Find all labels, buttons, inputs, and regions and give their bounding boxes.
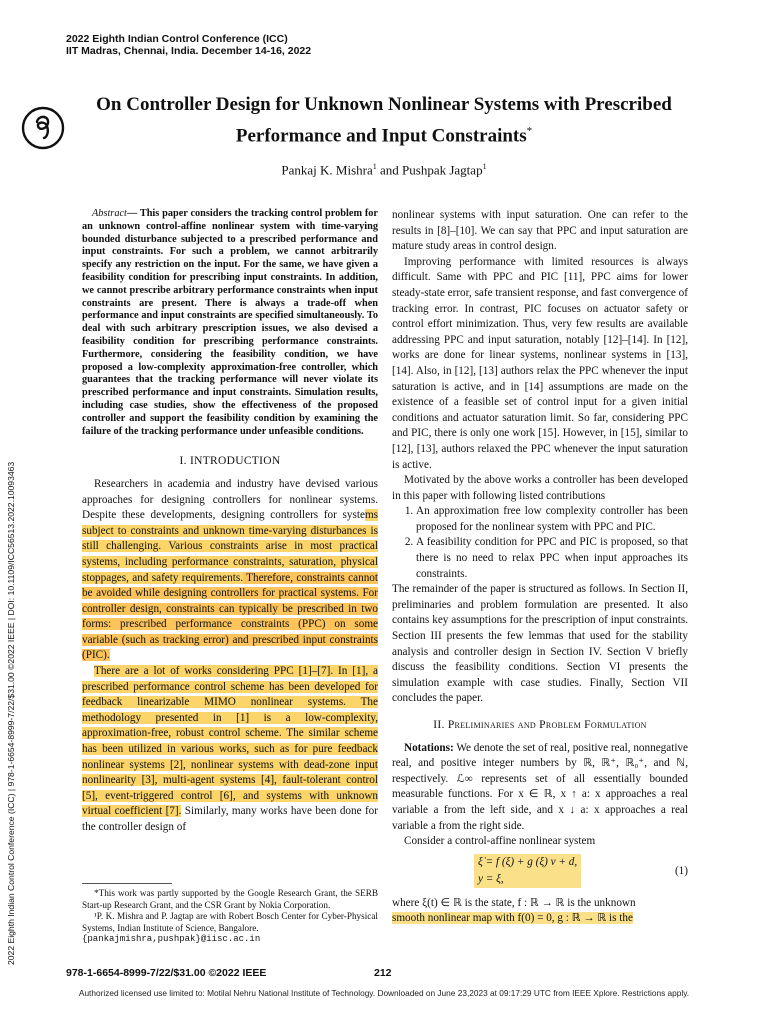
author-and: and <box>376 162 403 178</box>
conference-name: 2022 Eighth Indian Control Conference (ICC) <box>66 33 288 45</box>
conference-location: IIT Madras, Chennai, India. December 14-16, 2022 <box>66 45 312 57</box>
author-2: Pushpak Jagtap <box>402 162 483 178</box>
contribution-item-2: 2. A feasibility condition for PPC and PIC is proposed, so that there is no need to relax PPC when input approaches its constraints. <box>416 535 688 582</box>
where-line-2-text: smooth nonlinear map with f(0) = 0, g : ℝ → ℝ is the <box>392 912 633 925</box>
title-mark: * <box>526 125 533 137</box>
equation-1-body <box>474 854 581 888</box>
notations-paragraph <box>392 741 688 835</box>
contributions-list <box>392 504 688 582</box>
footnote-email: {pankajmishra,pushpak}@iisc.ac.in <box>82 934 261 944</box>
author-1-affiliation: 1 <box>372 162 377 171</box>
abstract <box>82 208 378 438</box>
intro-p2-plain: Similarly, many works have been done for the controller design of <box>82 805 378 833</box>
where-line-1: where ξ(t) ∈ ℝ is the state, f : ℝ → ℝ is the unknown <box>392 896 636 909</box>
right-column <box>392 208 688 927</box>
section-heading-introduction: I. INTRODUCTION <box>179 455 281 468</box>
where-line-2 <box>392 911 688 927</box>
equation-1-line-2: y = ξ, <box>478 872 504 885</box>
title-line-1: On Controller Design for Unknown Nonlinear Systems with Prescribed <box>96 94 672 115</box>
left-column <box>82 208 378 836</box>
equation-1-number: (1) <box>674 864 688 877</box>
right-paragraph-1: Improving performance with limited resources is always difficult. Same with PPC and PIC [11], PPC aims for lower steady-state error, safe transient response, and fast convergence of tracking error. In contrast, PIC focuses on actuator safety or control effort minimization. Thus, very few results are available addressing PPC and input saturation, notably [12]–[14]. In [12], works are done for linear systems, nonlinear systems in [13], [14]. Also, in [12], [13] authors relax the PPC whenever the input saturation is active, and in [14] assumptions are made on the existence of a feasible set of control input for a given initial conditions and actuator saturation limit. So far, considering PPC and PIC, there is only one work [15]. However, in [15], similar to [12], [13], authors relaxed the PPC whenever the input saturation is active. <box>392 255 688 471</box>
conference-header <box>66 33 311 57</box>
intro-p2-highlight: There are a lot of works considering PPC [1]–[7]. In [1], a prescribed performance control scheme has been developed for feedback linearizable MIMO nonlinear systems. The methodology presented in [1] is a low-complexity, approximation-free, robust control scheme. The similar scheme has been utilized in various works, such as for pure feedback nonlinear systems [2], nonlinear systems with dead-zone input nonlinearity [3], multi-agent systems [4], fault-tolerant control [5], event-triggered control [6], and systems with unknown virtual coefficient [7]. <box>82 665 378 818</box>
title-line-2: Performance and Input Constraints <box>235 125 527 147</box>
contribution-item-1: 1. An approximation free low complexity controller has been proposed for the nonlinear system with PPC and PIC. <box>416 504 688 535</box>
intro-p1-highlight-b: Therefore, constraints cannot be avoided while designing controllers for practical systems. For controller design, constraints can typically be prescribed in two forms: prescribed performance constraints (PPC) on some variable (such as tracking error) and prescribed input constraints (PIC). <box>82 571 378 662</box>
authorized-notice: Authorized licensed use limited to: Motilal Nehru National Institute of Technology. Downloaded on June 23,2023 at 09:17:29 UTC from IEEE Xplore. Restrictions apply. <box>78 988 690 998</box>
author-1: Pankaj K. Mishra <box>281 162 373 178</box>
sidebar-doi-text: 2022 Eighth Indian Control Conference (ICC) | 978-1-6654-8999-7/22/$31.00 ©2022 IEEE | DOI: 10.1109/ICC56513.2022.10093463 <box>6 461 16 965</box>
author-line <box>0 162 768 178</box>
intro-p1-plain: Researchers in academia and industry have devised various approaches for designing controllers for nonlinear systems. Despite these developments, designing controllers for syste <box>82 477 378 522</box>
section-heading-preliminaries: II. Preliminaries and Problem Formulation <box>433 719 647 731</box>
intro-paragraph-1 <box>82 477 378 664</box>
footer-isbn: 978-1-6654-8999-7/22/$31.00 ©2022 IEEE <box>66 967 267 979</box>
right-paragraph-3: The remainder of the paper is structured as follows. In Section II, preliminaries and problem formulation are presented. It also contains key assumptions for the prescription of input constraints. Section III presents the few lemmas that used for the stability analysis and controller design in Section IV. Section V briefly discuss the feasibility conditions. Section VI presents the simulation example with case studies. Finally, Section VII concludes the paper. <box>392 583 688 705</box>
footnote-funding: *This work was partly supported by the Google Research Grant, the SERB Start-up Research Grant, and the CSR Grant by Nokia Corporation. <box>82 888 378 910</box>
abstract-text: — This paper considers the tracking control problem for an unknown control-affine nonlinear system with time-varying bounded disturbance subjected to a prescribed performance and input constraints. For such a problem, we cannot arbitrarily specify any restriction on the input. For the same, we have given a feasibility condition for prescribing input constraints. In addition, we cannot prescribe arbitrary performance constraints when input constraints are present. There is always a trade-off when performance and input constraints are specified simultaneously. To deal with such arbitrary prescription issues, we also devised a feasibility condition for prescribing performance constraints. Furthermore, considering the feasibility condition, we have proposed a low-complexity approximation-free controller, which guarantees that the tracking performance will never violate its prescribed performance and input constraints. Simulation results, including case studies, show the effectiveness of the proposed controller and support the feasibility condition by examining the failure of the tracking performance under unfeasible conditions. <box>82 208 378 437</box>
equation-1-line-1: ξ̇ = f (ξ) + g (ξ) v + d, <box>478 855 578 868</box>
equation-1 <box>392 854 688 892</box>
footnote-affiliation: ¹P. K. Mishra and P. Jagtap are with Robert Bosch Center for Cyber-Physical Systems, Indian Institute of Science, Bangalore. <box>82 911 378 933</box>
paper-title <box>60 92 708 149</box>
system-intro: Consider a control-affine nonlinear system <box>404 835 596 848</box>
author-2-affiliation: 1 <box>482 162 487 171</box>
intro-p1-highlight-a: ms subject to constraints and unknown time-varying disturbances is still challenging. Various constraints arise in most practical systems, including performance constraints, saturation, physical stoppages, and safety requirements. <box>82 509 378 584</box>
right-paragraph-0: nonlinear systems with input saturation. One can refer to the results in [8]–[10]. We can say that PPC and input saturation are mature study areas in control design. <box>392 209 688 253</box>
notations-label: Notations: <box>404 741 454 754</box>
footnote-rule <box>82 883 172 884</box>
page-number: 212 <box>374 967 392 979</box>
intro-paragraph-2 <box>82 664 378 836</box>
right-paragraph-2: Motivated by the above works a controller has been developed in this paper with following listed contributions <box>392 474 688 502</box>
abstract-label: Abstract <box>92 208 127 219</box>
notations-text: We denote the set of real, positive real, nonnegative real, and positive integer numbers by ℝ, ℝ⁺, ℝ₀⁺, and ℕ, respectively. ℒ∞ represents set of all essentially bounded measurable functions. For x ∈ ℝ, x ↑ a: x approaches a real variable a from the left side, and x ↓ a: x approaches a real variable a from the right side. <box>392 741 688 832</box>
footnote <box>82 888 378 946</box>
